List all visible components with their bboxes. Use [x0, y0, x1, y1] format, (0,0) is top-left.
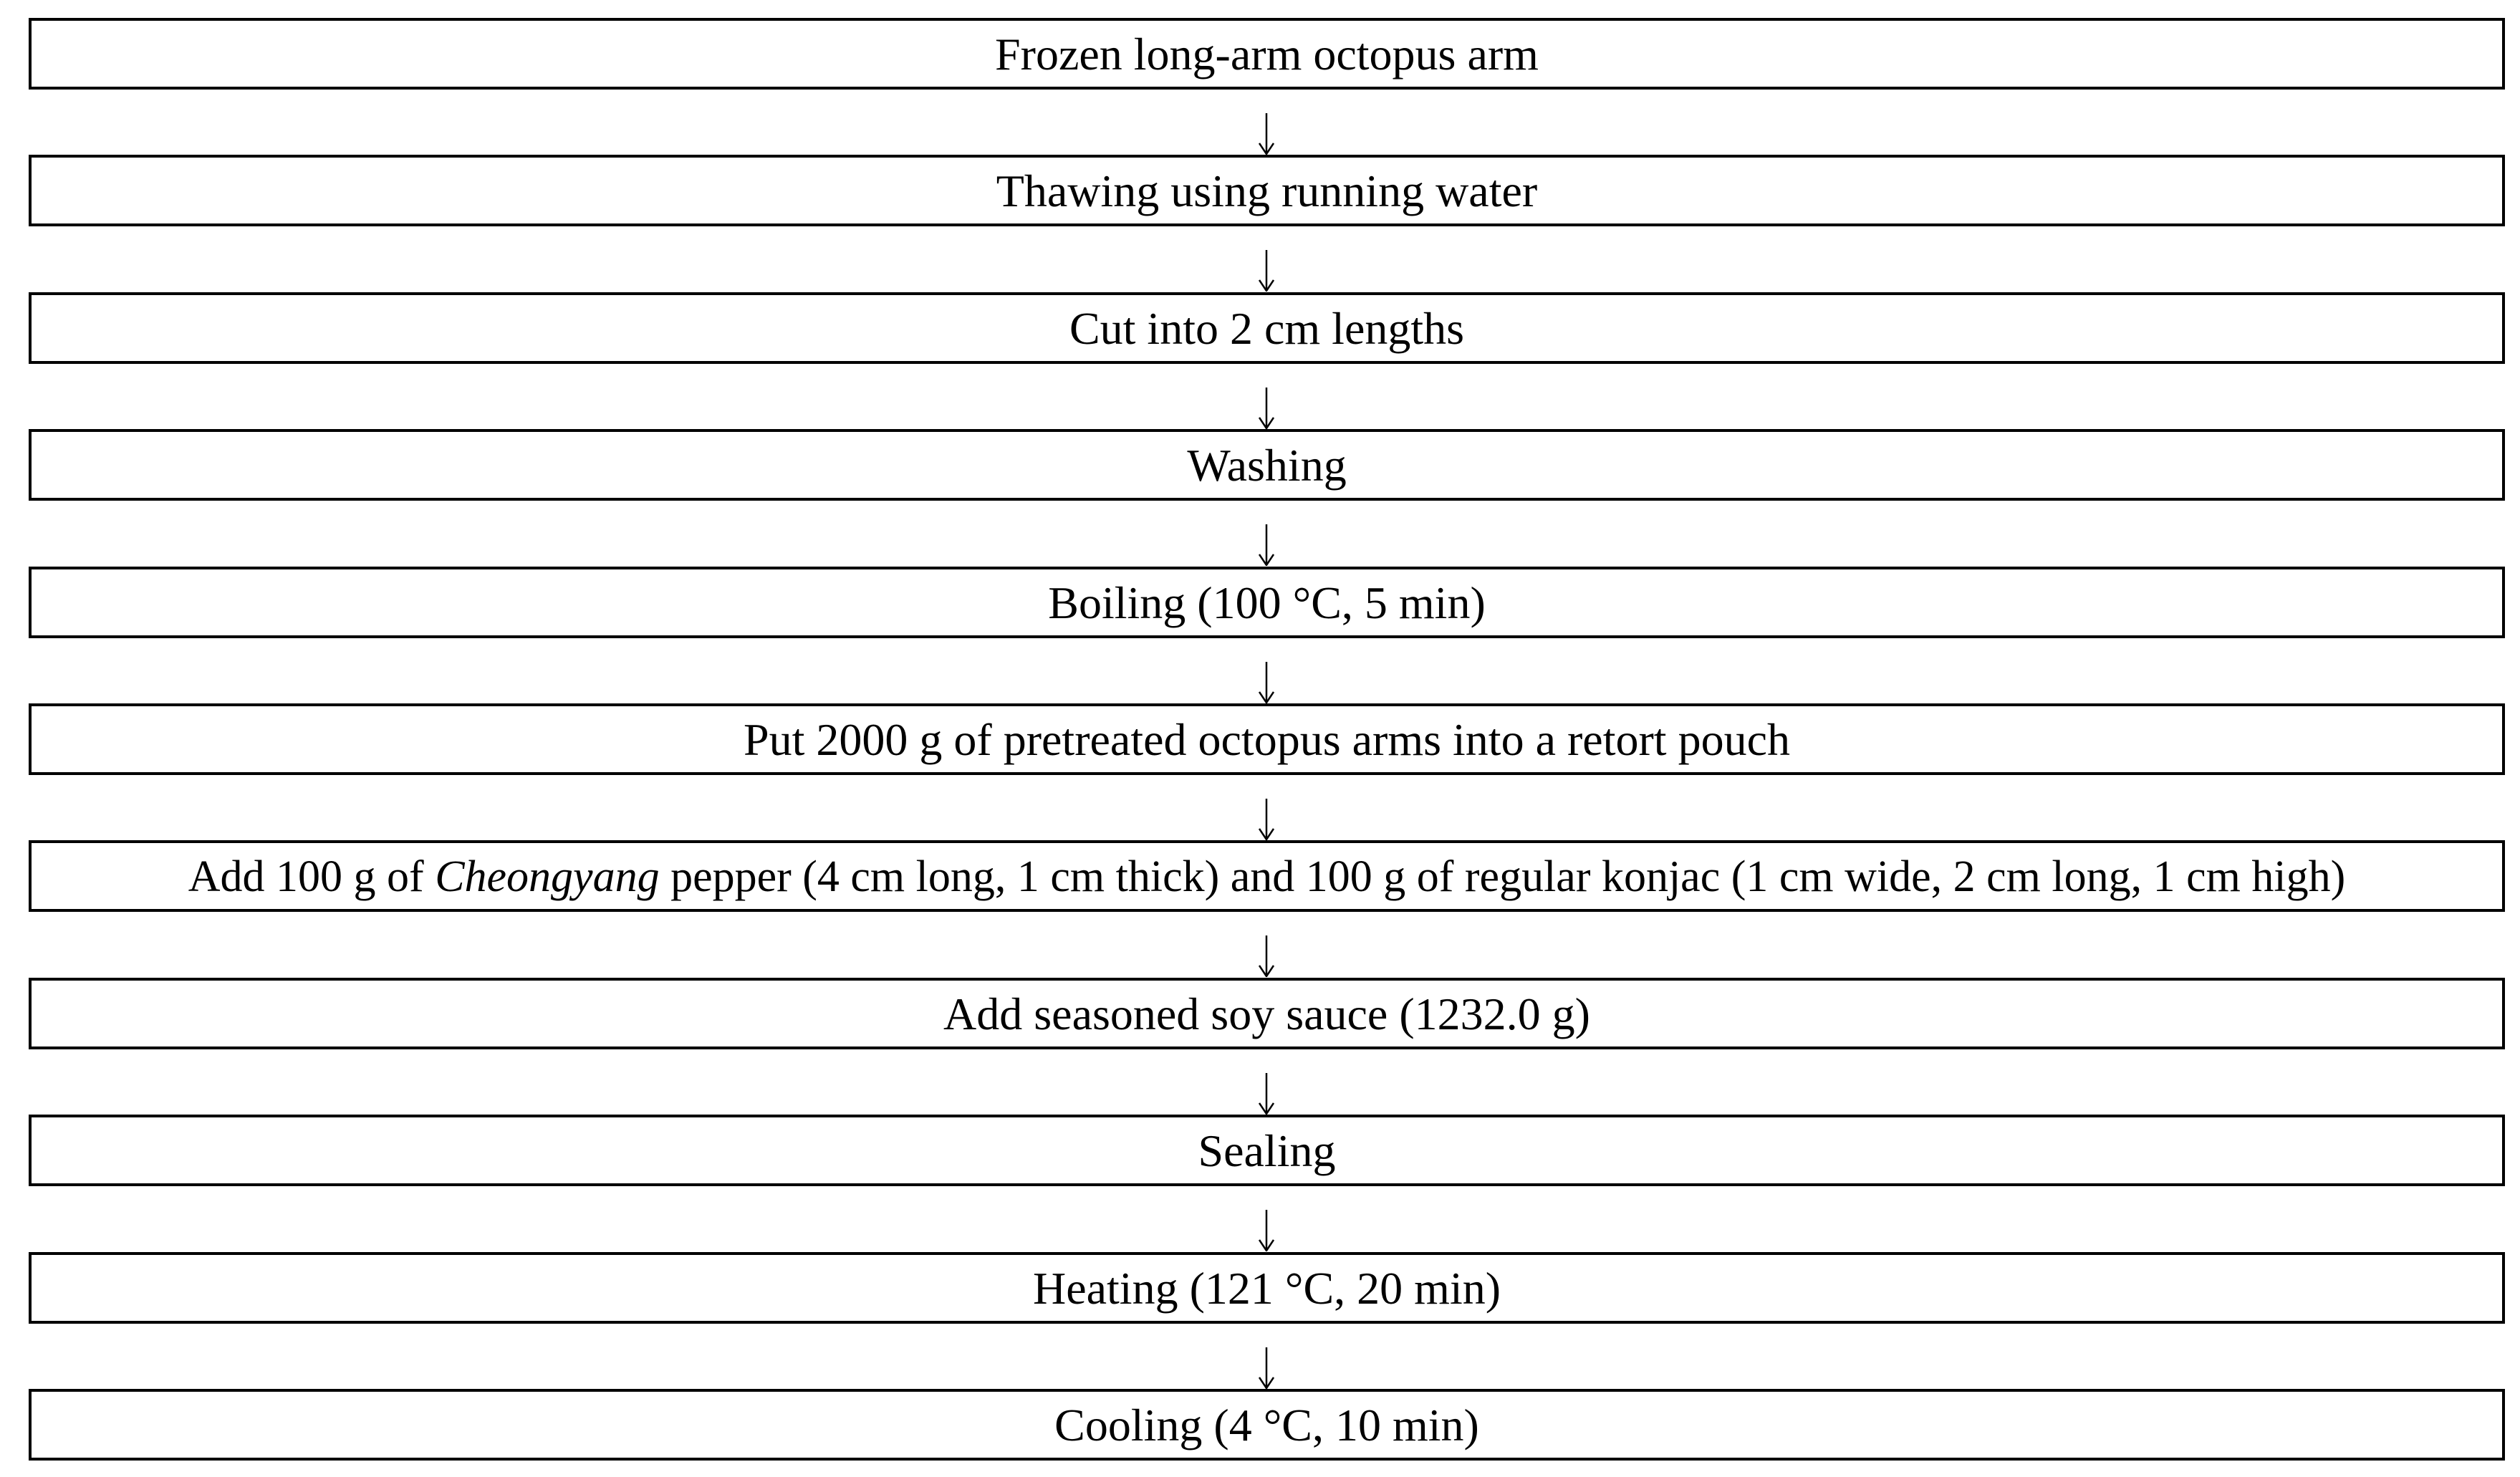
down-arrow-icon [1259, 935, 1274, 977]
step-label: Washing [1187, 440, 1347, 491]
step-box-sealing [29, 1115, 2505, 1186]
step-label-italic-term: Cheongyang [435, 852, 660, 901]
step-label-text: pepper (4 cm long, 1 cm thick) and 100 g of regular konjac (1 cm wide, 2 cm long, 1 cm high) [659, 852, 2346, 901]
step-box-boiling [29, 567, 2505, 638]
step-label: Cut into 2 cm lengths [1069, 303, 1465, 354]
step-box-washing [29, 429, 2505, 501]
step-label: Heating (121 °C, 20 min) [1032, 1263, 1501, 1314]
step-label [188, 852, 2346, 901]
step-label: Put 2000 g of pretreated octopus arms into a retort pouch [744, 714, 1790, 765]
step-box-cooling [29, 1389, 2505, 1461]
step-box-thawing [29, 155, 2505, 226]
step-box-retort-pouch [29, 703, 2505, 775]
down-arrow-icon [1259, 388, 1274, 429]
step-box-frozen-octopus [29, 18, 2505, 90]
step-label: Boiling (100 °C, 5 min) [1048, 577, 1486, 628]
step-label: Frozen long-arm octopus arm [995, 29, 1539, 80]
step-box-soy-sauce [29, 978, 2505, 1049]
down-arrow-icon [1259, 250, 1274, 292]
down-arrow-icon [1259, 113, 1274, 155]
step-label: Cooling (4 °C, 10 min) [1054, 1400, 1479, 1450]
step-box-add-pepper-konjac [29, 840, 2505, 912]
down-arrow-icon [1259, 1073, 1274, 1115]
step-label-text: Add 100 g of [188, 852, 436, 901]
down-arrow-icon [1259, 1210, 1274, 1251]
down-arrow-icon [1259, 524, 1274, 566]
down-arrow-icon [1259, 662, 1274, 703]
step-box-heating [29, 1252, 2505, 1324]
down-arrow-icon [1259, 1347, 1274, 1389]
step-label: Thawing using running water [996, 165, 1538, 216]
down-arrow-icon [1259, 799, 1274, 840]
step-label: Add seasoned soy sauce (1232.0 g) [943, 988, 1590, 1039]
step-label: Sealing [1198, 1125, 1336, 1176]
step-box-cutting [29, 292, 2505, 364]
